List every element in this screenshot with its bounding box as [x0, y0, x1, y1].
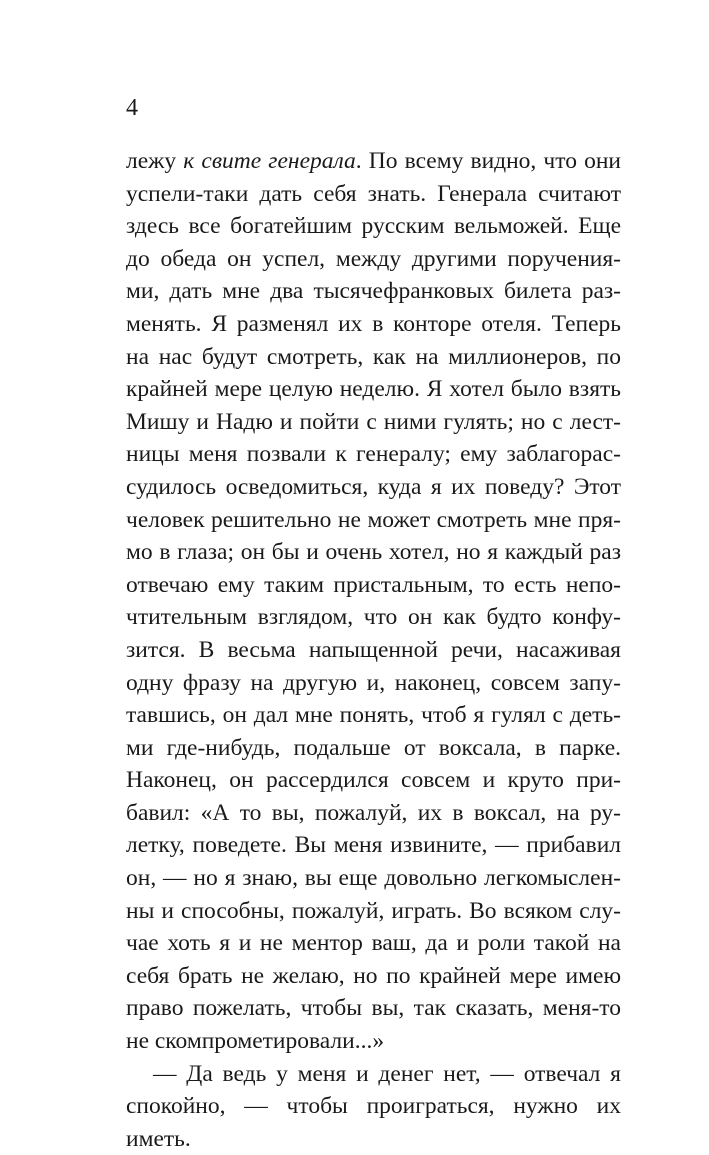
text-line: ны и способны, пожалуй, играть. Во всяком слу-	[126, 897, 621, 924]
text-segment: лежу	[126, 148, 184, 174]
text-line: здесь все богатейшим русским вельможей. Еще	[126, 213, 621, 240]
text-line: чтительным взглядом, что он как будто конфу-	[126, 604, 621, 631]
text-line: ми, дать мне два тысячефранковых билета раз-	[126, 278, 621, 305]
text-line: спокойно, — чтобы проиграться, нужно их	[126, 1093, 621, 1120]
text-line: крайней мере целую неделю. Я хотел было взять	[126, 376, 621, 403]
text-line: до обеда он успел, между другими поручения-	[126, 245, 621, 272]
text-line: на нас будут смотреть, как на миллионеров, по	[126, 343, 621, 370]
paragraph-1	[126, 145, 621, 1058]
text-line: мо в глаза; он бы и очень хотел, но я каждый раз	[126, 539, 621, 566]
text-line: не скомпрометировали...»	[126, 1028, 385, 1055]
text-line: право пожелать, чтобы вы, так сказать, меня-то	[126, 995, 621, 1022]
body-text	[126, 145, 621, 1155]
text-line: ницы меня позвали к генералу; ему заблагорас-	[126, 441, 621, 468]
text-line	[126, 145, 621, 178]
text-line: тавшись, он дал мне понять, чтоб я гулял с деть-	[126, 702, 621, 729]
text-line: человек решительно не может смотреть мне пря-	[126, 506, 621, 533]
text-line: иметь.	[126, 1125, 191, 1152]
text-line: летку, поведете. Вы меня извините, — прибавил	[126, 832, 621, 859]
text-line: — Да ведь у меня и денег нет, — отвечал я	[153, 1060, 621, 1087]
italic-phrase: к свите генерала	[183, 148, 356, 174]
text-line: отвечаю ему таким пристальным, то есть непо-	[126, 571, 621, 598]
text-line: он, — но я знаю, вы еще довольно легкомыслен-	[126, 865, 621, 892]
text-line: менять. Я разменял их в конторе отеля. Теперь	[126, 310, 621, 337]
text-line: Мишу и Надю и пойти с ними гулять; но с лест-	[126, 408, 621, 435]
text-segment: . По всему видно, что они	[355, 148, 621, 174]
text-line: успели-таки дать себя знать. Генерала считают	[126, 180, 621, 207]
text-line: чае хоть я и не ментор ваш, да и роли такой на	[126, 930, 621, 957]
text-line: судилось осведомиться, куда я их поведу? Этот	[126, 473, 621, 500]
text-line: себя брать не желаю, но по крайней мере имею	[126, 962, 621, 989]
text-line: зится. В весьма напыщенной речи, насаживая	[126, 636, 621, 663]
text-line: одну фразу на другую и, наконец, совсем запу-	[126, 669, 621, 696]
text-line: ми где-нибудь, подальше от воксала, в парке.	[126, 734, 621, 761]
text-line: Наконец, он рассердился совсем и круто при-	[126, 767, 621, 794]
text-line: бавил: «А то вы, пожалуй, их в воксал, на ру-	[126, 799, 621, 826]
page-number: 4	[126, 95, 138, 121]
paragraph-2	[126, 1058, 621, 1155]
